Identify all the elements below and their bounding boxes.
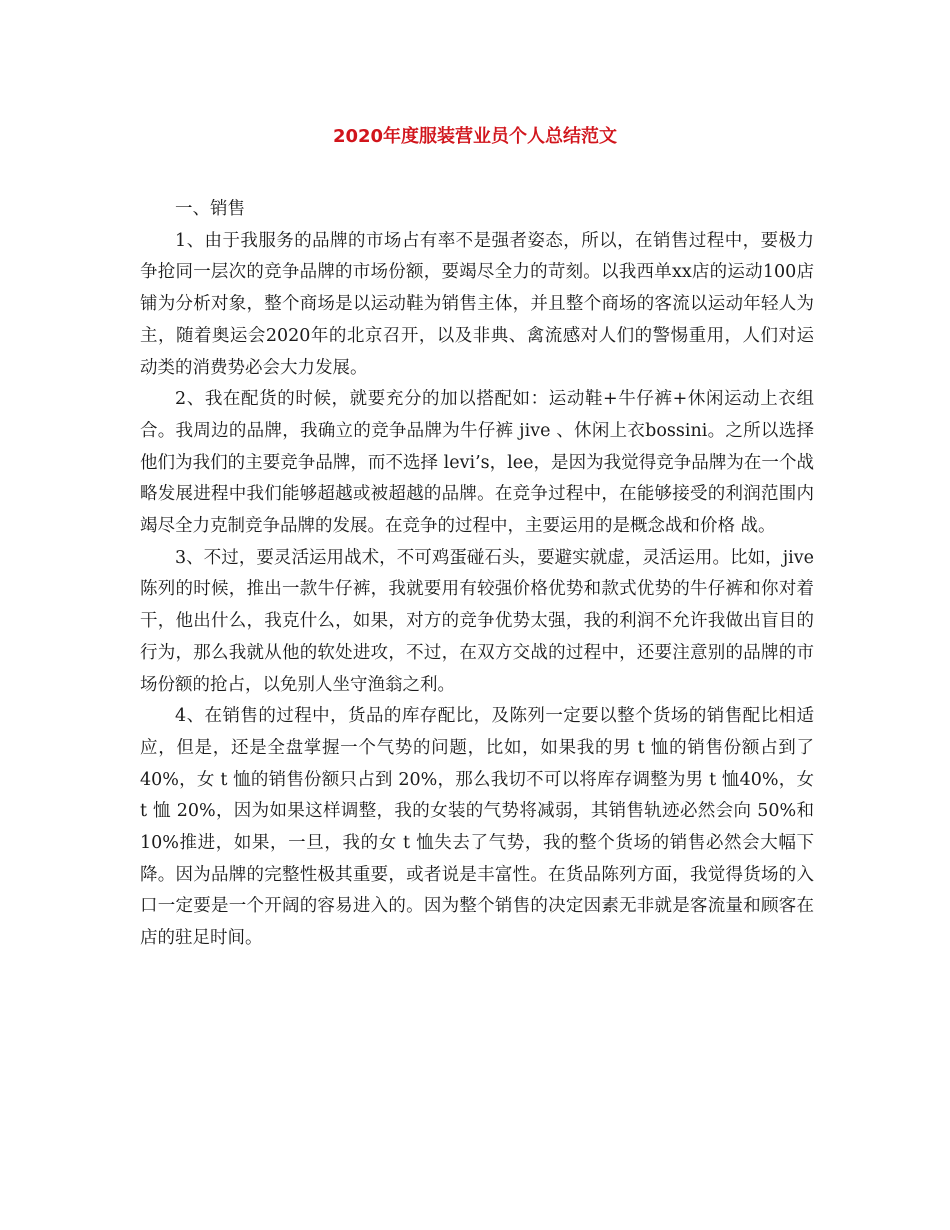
document-body [140,194,814,955]
paragraph-4: 4、在销售的过程中，货品的库存配比，及陈列一定要以整个货场的销售配比相适应，但是，还是全盘掌握一个气势的问题，比如，如果我的男 t 恤的销售份额占到了 40%，女 t 恤的销售份额只占到 20%，那么我切不可以将库存调整为男 t 恤40%，女 t 恤 20%，因为如果这样调整，我的女装的气势将减弱，其销售轨迹必然会向 50%和 10%推进，如果，一旦，我的女 t 恤失去了气势，我的整个货场的销售必然会大幅下降。因为品牌的完整性极其重要，或者说是丰富性。在货品陈列方面，我觉得货场的入口一定要是一个开阔的容易进入的。因为整个销售的决定因素无非就是客流量和顾客在店的驻足时间。 [140,706,814,949]
document-title: 2020年度服装营业员个人总结范文 [332,126,618,147]
paragraph-1: 1、由于我服务的品牌的市场占有率不是强者姿态，所以，在销售过程中，要极力争抢同一层次的竞争品牌的市场份额，要竭尽全力的苛刻。以我西单xx店的运动100店铺为分析对象，整个商场是以运动鞋为销售主体，并且整个商场的客流以运动年轻人为主，随着奥运会2020年的北京召开，以及非典、禽流感对人们的警惕重用，人们对运动类的消费势必会大力发展。 [140,230,814,378]
section-heading: 一、销售 [175,199,245,219]
paragraph-3: 3、不过，要灵活运用战术，不可鸡蛋碰石头，要避实就虚，灵活运用。比如，jive 陈列的时候，推出一款牛仔裤，我就要用有较强价格优势和款式优势的牛仔裤和你对着干，他出什么，我克什么，如果，对方的竞争优势太强，我的利润不允许我做出盲目的行为，那么我就从他的软处进攻，不过，在双方交战的过程中，还要注意别的品牌的市场份额的抢占，以免别人坐守渔翁之利。 [140,547,814,695]
paragraph-2: 2、我在配货的时候，就要充分的加以搭配如：运动鞋+牛仔裤+休闲运动上衣组合。我周边的品牌，我确立的竞争品牌为牛仔裤 jive 、休闲上衣bossini。之所以选择他们为我们的主要竞争品牌，而不选择 levi’s，lee，是因为我觉得竞争品牌为在一个战略发展进程中我们能够超越或被超越的品牌。在竞争过程中，在能够接受的利润范围内竭尽全力克制竞争品牌的发展。在竞争的过程中，主要运用的是概念战和价格 战。 [140,389,814,537]
